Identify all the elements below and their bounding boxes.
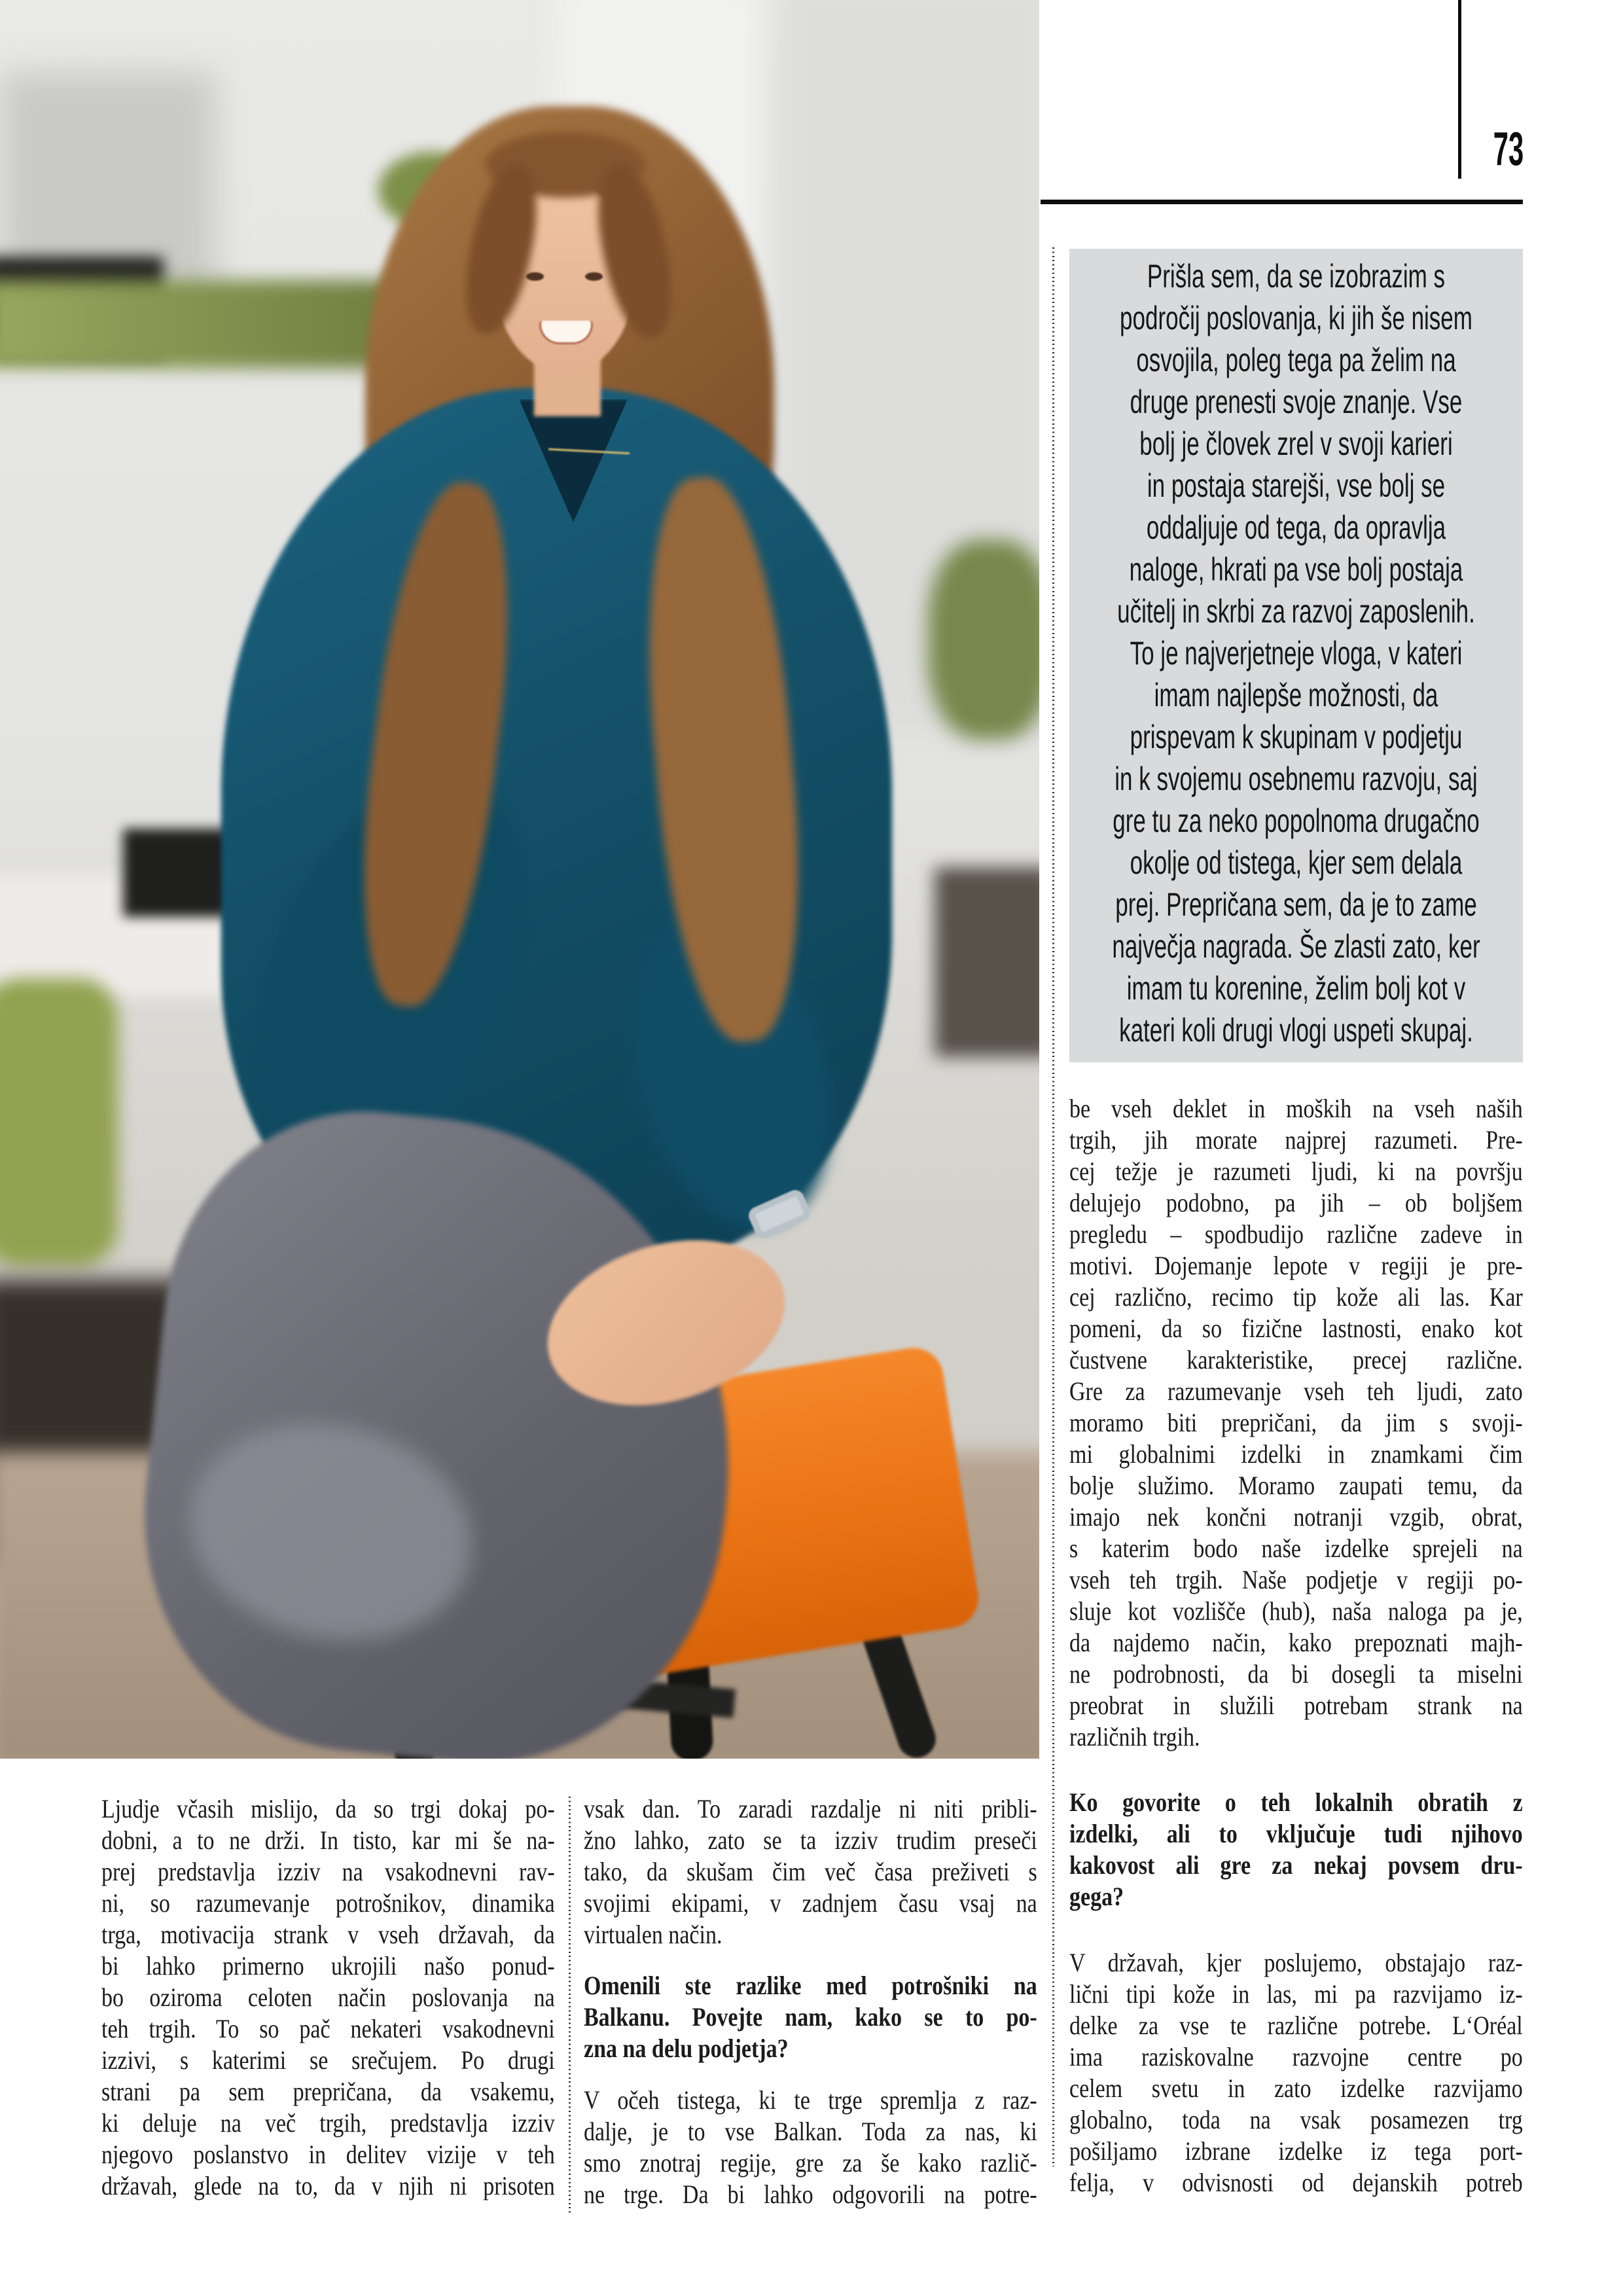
text-line: strani pa sem prepričana, da vsakemu, bbox=[101, 2077, 555, 2106]
text-line: kakovost ali gre za nekaj povsem dru- bbox=[1069, 1850, 1523, 1880]
text-line: prej. Prepričana sem, da je to zame bbox=[1115, 886, 1477, 923]
text-line: ne podrobnosti, da bi dosegli ta miselni bbox=[1069, 1659, 1523, 1689]
section-divider-rule bbox=[1041, 200, 1523, 204]
bottom-left-column bbox=[101, 1793, 555, 2202]
text-line: teh trgih. To so pač nekateri vsakodnevni bbox=[101, 2014, 555, 2043]
text-line: vsak dan. To zaradi razdalje ni niti pribli- bbox=[584, 1794, 1037, 1823]
text-line: V očeh tistega, ki te trge spremlja z raz- bbox=[584, 2085, 1037, 2115]
interview-photo bbox=[0, 0, 1039, 1759]
text-line: dobni, a to ne drži. In tisto, kar mi še na- bbox=[101, 1825, 555, 1855]
text-line: dalje, je to vse Balkan. Toda za nas, ki bbox=[584, 2117, 1037, 2146]
paragraph bbox=[584, 2085, 1037, 2210]
text-line: V državah, kjer poslujemo, obstajajo raz- bbox=[1069, 1948, 1523, 1977]
text-line: ne trge. Da bi lahko odgovorili na potre- bbox=[584, 2179, 1037, 2209]
text-line: ni, so razumevanje potrošnikov, dinamika bbox=[101, 1888, 555, 1918]
text-line: delke za vse te različne potrebe. L‘Oréal bbox=[1069, 2011, 1523, 2040]
text-line: osvojila, poleg tega pa želim na bbox=[1136, 342, 1456, 378]
text-line: gre tu za neko popolnoma drugačno bbox=[1113, 802, 1480, 839]
text-line: pregledu – spodbudijo različne zadeve in bbox=[1069, 1219, 1523, 1249]
text-line: celem svetu in zato izdelke razvijamo bbox=[1069, 2073, 1523, 2103]
text-line: To je najverjetneje vloga, v kateri bbox=[1130, 635, 1463, 672]
paragraph bbox=[101, 1793, 555, 2202]
text-line: čustvene karakteristike, precej različne. bbox=[1069, 1345, 1523, 1374]
text-line: prispevam k skupinam v podjetju bbox=[1130, 719, 1463, 755]
text-line: trgih, jih morate najprej razumeti. Pre- bbox=[1069, 1125, 1523, 1155]
text-line: zna na delu podjetja? bbox=[584, 2034, 789, 2063]
text-line: pošiljamo izbrane izdelke iz tega port- bbox=[1069, 2136, 1523, 2166]
text-line: globalno, toda na vsak posamezen trg bbox=[1069, 2105, 1523, 2134]
header-vertical-rule bbox=[1458, 0, 1461, 179]
text-line: različnih trgih. bbox=[1069, 1722, 1200, 1751]
text-line: in k svojemu osebnemu razvoju, saj bbox=[1115, 761, 1478, 797]
page-number: 73 bbox=[1493, 123, 1524, 175]
text-line: Balkanu. Povejte nam, kako se to po- bbox=[584, 2002, 1037, 2032]
text-line: felja, v odvisnosti od dejanskih potreb bbox=[1069, 2168, 1523, 2197]
text-line: Prišla sem, da se izobrazim s bbox=[1147, 258, 1446, 295]
text-line: vseh teh trgih. Naše podjetje v regiji po- bbox=[1069, 1565, 1523, 1594]
office-green-planter bbox=[0, 280, 419, 368]
text-line: da najdemo način, kako prepoznati majh- bbox=[1069, 1628, 1523, 1657]
text-line: in postaja starejši, vse bolj se bbox=[1147, 467, 1446, 504]
office-green-chair bbox=[0, 978, 118, 1266]
woman-eye bbox=[526, 272, 544, 281]
text-line: delujejo podobno, pa jih – ob boljšem bbox=[1069, 1188, 1523, 1217]
text-line: svojimi ekipami, v zadnjem času vsaj na bbox=[584, 1888, 1037, 1918]
text-line: be vseh deklet in moških na vseh naših bbox=[1069, 1094, 1523, 1123]
text-line: ki deluje na več trgih, predstavlja izziv bbox=[101, 2108, 555, 2138]
text-line: cej težje je razumeti ljudi, ki na površju bbox=[1069, 1157, 1523, 1186]
text-line: s katerim bodo naše izdelke sprejeli na bbox=[1069, 1534, 1523, 1563]
text-line: tako, da skušam čim več časa preživeti s bbox=[584, 1857, 1037, 1886]
text-line: cej različno, recimo tip kože ali las. Kar bbox=[1069, 1282, 1523, 1312]
text-line: največja nagrada. Še zlasti zato, ker bbox=[1112, 928, 1480, 965]
text-line: naloge, hkrati pa vse bolj postaja bbox=[1129, 551, 1463, 588]
text-line: bo oziroma celoten način poslovanja na bbox=[101, 1982, 555, 2012]
text-line: bolje služimo. Moramo zaupati temu, da bbox=[1069, 1471, 1523, 1500]
bottom-middle-column bbox=[584, 1793, 1037, 2210]
text-line: sluje kot vozlišče (hub), naša naloga pa je, bbox=[1069, 1596, 1523, 1626]
text-line: Ko govorite o teh lokalnih obratih z bbox=[1069, 1787, 1523, 1817]
text-line: ima raziskovalne razvojne centre po bbox=[1069, 2042, 1523, 2072]
text-line: imajo nek končni notranji vzgib, obrat, bbox=[1069, 1502, 1523, 1532]
office-desk-right bbox=[935, 867, 1039, 1057]
text-line: prej predstavlja izziv na vsakodnevni rav- bbox=[101, 1857, 555, 1886]
text-line: virtualen način. bbox=[584, 1920, 722, 1949]
text-line: njegovo poslanstvo in delitev vizije v teh bbox=[101, 2140, 555, 2169]
text-line: bolj je človek zrel v svoji karieri bbox=[1139, 425, 1453, 462]
text-line: preobrat in služili potrebam strank na bbox=[1069, 1691, 1523, 1720]
text-line: trga, motivacija strank v vseh državah, da bbox=[101, 1920, 555, 1949]
text-line: moramo biti prepričani, da jim s svoji- bbox=[1069, 1408, 1523, 1437]
text-line: lični tipi kože in las, mi pa razvijamo iz- bbox=[1069, 1979, 1523, 2009]
text-line: druge prenesti svoje znanje. Vse bbox=[1130, 384, 1463, 420]
paragraph bbox=[1069, 1093, 1523, 1753]
column-divider-dotted-left bbox=[569, 1797, 571, 2215]
text-line: Gre za razumevanje vseh teh ljudi, zato bbox=[1069, 1376, 1523, 1406]
pull-quote-box bbox=[1069, 249, 1523, 1062]
interview-question bbox=[1069, 1787, 1523, 1912]
text-line: mi globalnimi izdelki in znamkami čim bbox=[1069, 1439, 1523, 1469]
text-line: državah, glede na to, da v njih ni prisoten bbox=[101, 2171, 555, 2200]
paragraph bbox=[584, 1793, 1037, 1950]
text-line: imam najlepše možnosti, da bbox=[1154, 677, 1438, 713]
text-line: učitelj in skrbi za razvoj zaposlenih. bbox=[1117, 593, 1475, 630]
text-line: smo znotraj regije, gre za še kako različ- bbox=[584, 2148, 1037, 2178]
text-line: žno lahko, zato se ta izziv trudim preseči bbox=[584, 1825, 1037, 1855]
woman-eye bbox=[585, 272, 603, 281]
right-column bbox=[1069, 1093, 1523, 2198]
text-line: bi lahko primerno ukrojili našo ponud- bbox=[101, 1951, 555, 1981]
text-line: Ljudje včasih mislijo, da so trgi dokaj po- bbox=[101, 1794, 555, 1823]
text-line: gega? bbox=[1069, 1882, 1124, 1911]
text-line: motivi. Dojemanje lepote v regiji je pre- bbox=[1069, 1251, 1523, 1280]
text-line: Omenili ste razlike med potrošniki na bbox=[584, 1971, 1037, 2000]
text-line: oddaljuje od tega, da opravlja bbox=[1146, 509, 1446, 546]
text-line: pomeni, da so fizične lastnosti, enako kot bbox=[1069, 1314, 1523, 1343]
text-line: področij poslovanja, ki jih še nisem bbox=[1120, 300, 1472, 336]
text-line: imam tu korenine, želim bolj kot v bbox=[1126, 970, 1466, 1007]
pull-quote-text bbox=[1076, 255, 1516, 1051]
paragraph bbox=[1069, 1947, 1523, 2198]
text-line: kateri koli drugi vlogi uspeti skupaj. bbox=[1119, 1012, 1473, 1049]
text-line: izdelki, ali to vključuje tudi njihovo bbox=[1069, 1819, 1523, 1848]
interview-question bbox=[584, 1970, 1037, 2064]
text-line: okolje od tistega, kjer sem delala bbox=[1130, 844, 1463, 881]
text-line: izzivi, s katerimi se srečujem. Po drugi bbox=[101, 2045, 555, 2075]
office-greenery bbox=[928, 540, 1039, 740]
column-divider-dotted-right bbox=[1052, 247, 1054, 2166]
